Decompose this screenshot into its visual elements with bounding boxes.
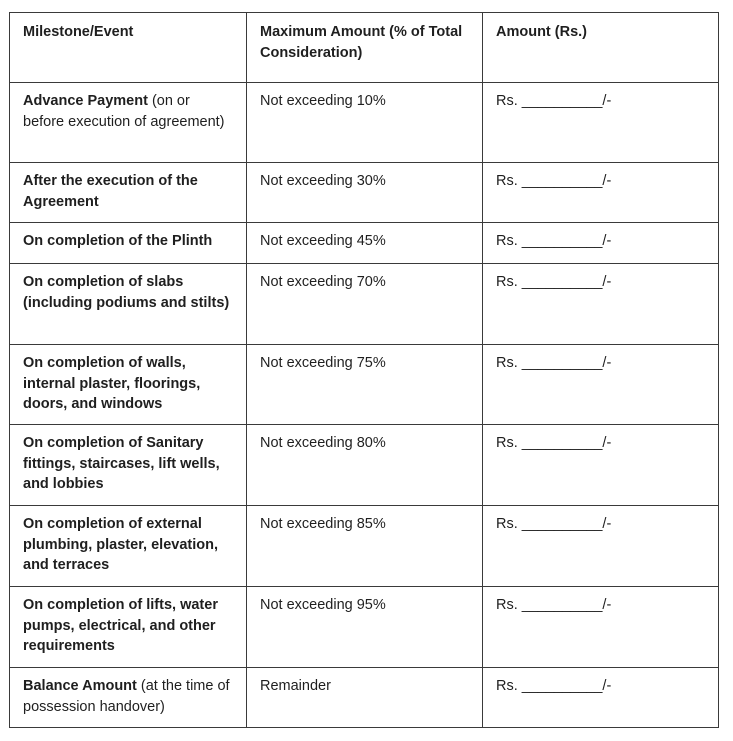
- table-header-row: [10, 13, 719, 83]
- milestone-title: Advance Payment: [23, 93, 148, 109]
- milestone-cell: [10, 506, 247, 587]
- max-amount-cell: Not exceeding 75%: [247, 345, 483, 425]
- amount-cell: Rs. __________/-: [483, 668, 719, 728]
- milestone-cell: [10, 345, 247, 425]
- max-amount-cell: Not exceeding 30%: [247, 163, 483, 223]
- milestone-title: On completion of lifts, water pumps, electrical, and other requirements: [23, 597, 218, 654]
- amount-cell: Rs. __________/-: [483, 163, 719, 223]
- table-row: [10, 345, 719, 425]
- milestone-title: After the execution of the Agreement: [23, 173, 198, 210]
- milestone-title: On completion of Sanitary fittings, staircases, lift wells, and lobbies: [23, 435, 220, 492]
- max-amount-cell: Not exceeding 70%: [247, 264, 483, 345]
- milestone-cell: [10, 587, 247, 668]
- milestone-title: On completion of walls, internal plaster, floorings, doors, and windows: [23, 355, 201, 412]
- amount-cell: Rs. __________/-: [483, 587, 719, 668]
- amount-cell: Rs. __________/-: [483, 506, 719, 587]
- milestone-note: (on or before execution of agreement): [23, 93, 225, 130]
- amount-cell: Rs. __________/-: [483, 83, 719, 163]
- amount-cell: Rs. __________/-: [483, 425, 719, 506]
- max-amount-cell: Remainder: [247, 668, 483, 728]
- milestone-cell: [10, 425, 247, 506]
- max-amount-cell: Not exceeding 85%: [247, 506, 483, 587]
- table-row: [10, 223, 719, 264]
- milestone-title: On completion of slabs (including podiums and stilts): [23, 274, 230, 311]
- amount-cell: Rs. __________/-: [483, 264, 719, 345]
- max-amount-cell: Not exceeding 10%: [247, 83, 483, 163]
- max-amount-cell: Not exceeding 95%: [247, 587, 483, 668]
- amount-cell: Rs. __________/-: [483, 345, 719, 425]
- header-max-amount: Maximum Amount (% of Total Consideration): [247, 13, 483, 83]
- table-row: [10, 425, 719, 506]
- table-row: [10, 506, 719, 587]
- milestone-title: On completion of the Plinth: [23, 233, 213, 249]
- table-row: [10, 668, 719, 728]
- milestone-cell: [10, 668, 247, 728]
- payment-milestone-table: [9, 12, 719, 728]
- max-amount-cell: Not exceeding 80%: [247, 425, 483, 506]
- milestone-note: (at the time of possession handover): [23, 678, 230, 715]
- table-row: [10, 264, 719, 345]
- header-milestone: Milestone/Event: [10, 13, 247, 83]
- table-row: [10, 83, 719, 163]
- max-amount-cell: Not exceeding 45%: [247, 223, 483, 264]
- milestone-cell: [10, 163, 247, 223]
- milestone-title: Balance Amount: [23, 678, 137, 694]
- header-amount: Amount (Rs.): [483, 13, 719, 83]
- milestone-cell: [10, 83, 247, 163]
- amount-cell: Rs. __________/-: [483, 223, 719, 264]
- table-row: [10, 163, 719, 223]
- milestone-title: On completion of external plumbing, plaster, elevation, and terraces: [23, 516, 218, 573]
- milestone-cell: [10, 223, 247, 264]
- table-row: [10, 587, 719, 668]
- milestone-cell: [10, 264, 247, 345]
